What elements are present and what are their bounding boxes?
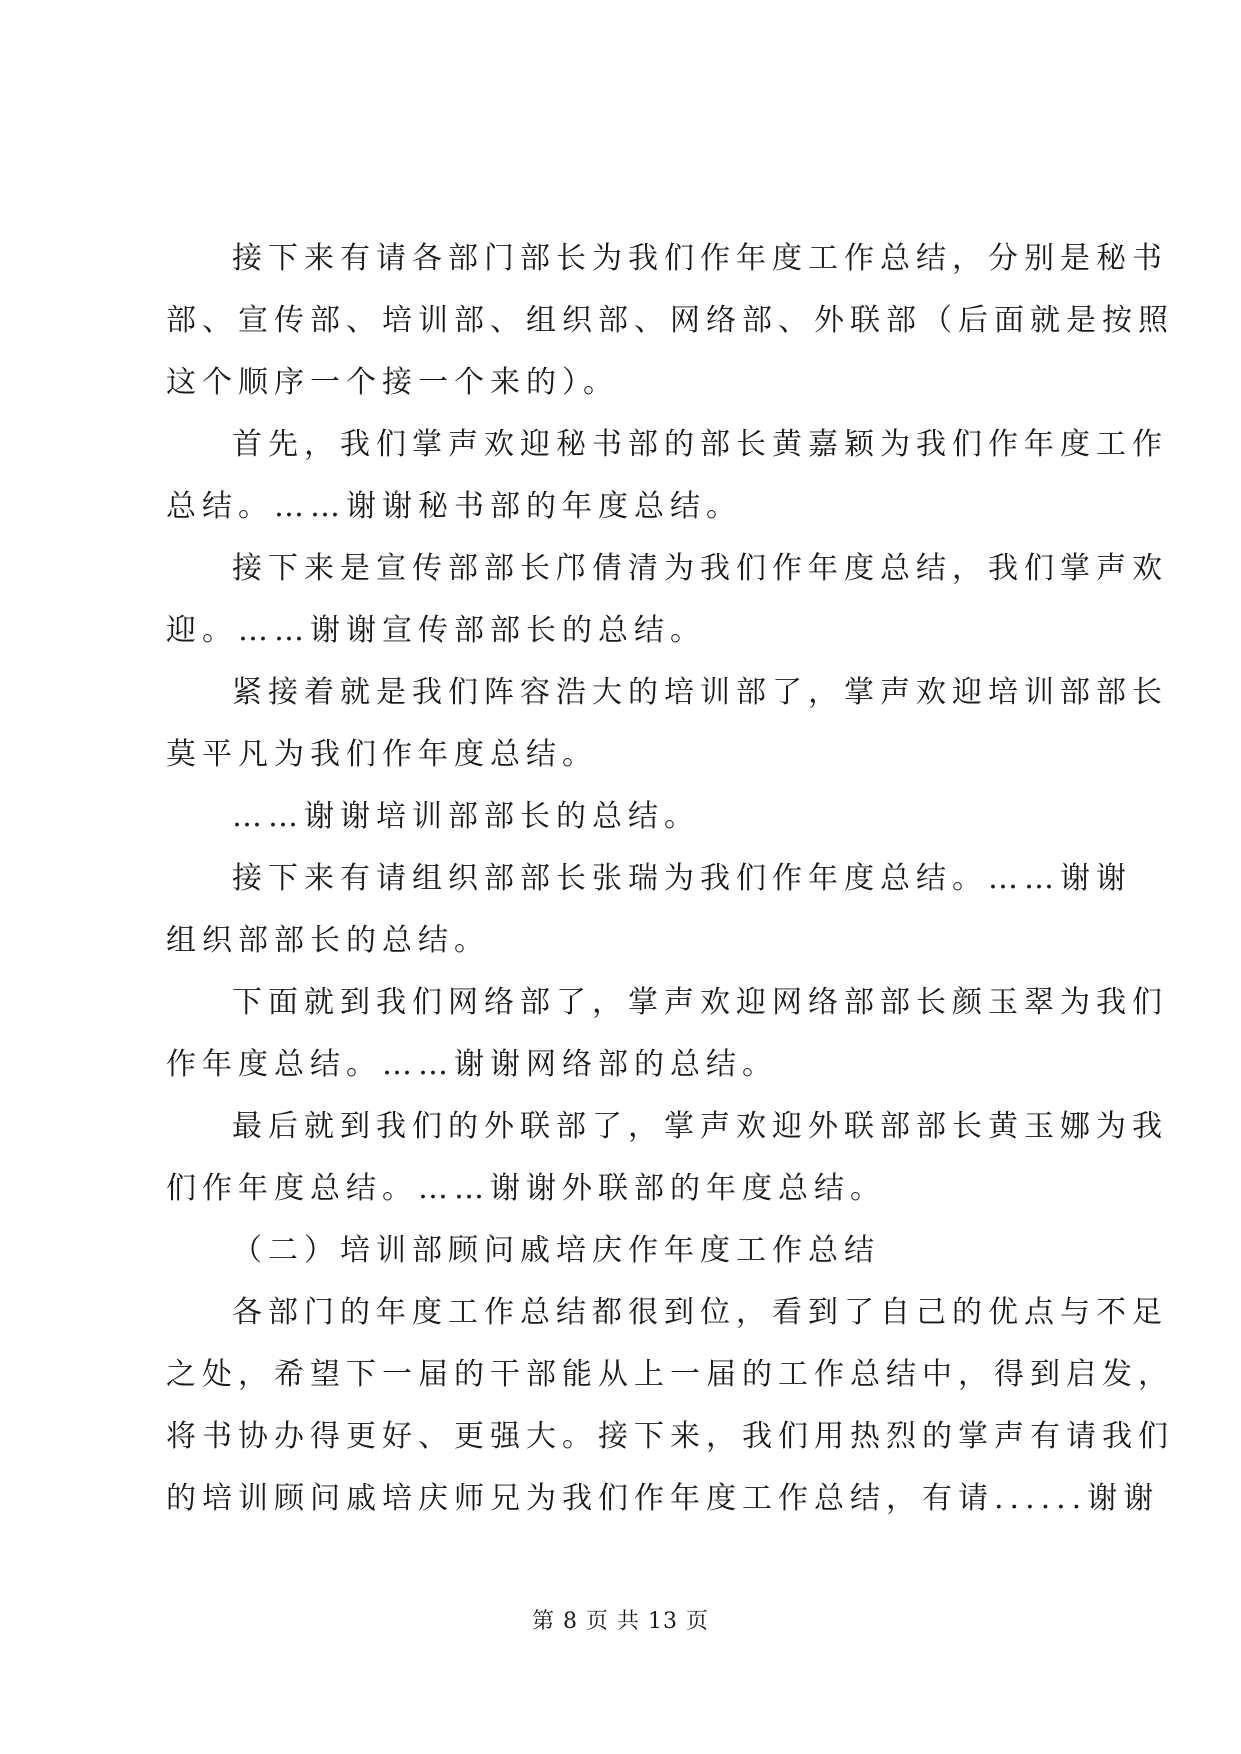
paragraph-line: 最后就到我们的外联部了，掌声欢迎外联部部长黄玉娜为我 — [232, 1109, 1168, 1144]
paragraph-line: 们作年度总结。……谢谢外联部的年度总结。 — [166, 1171, 886, 1206]
paragraph-line: 的培训顾问戚培庆师兄为我们作年度工作总结，有请......谢谢 — [166, 1481, 1160, 1516]
paragraph-line: 作年度总结。……谢谢网络部的总结。 — [166, 1047, 778, 1082]
paragraph-line: 首先，我们掌声欢迎秘书部的部长黄嘉颖为我们作年度工作 — [232, 427, 1168, 462]
paragraph-line: 紧接着就是我们阵容浩大的培训部了，掌声欢迎培训部部长 — [232, 675, 1168, 710]
paragraph-line: 迎。……谢谢宣传部部长的总结。 — [166, 613, 706, 648]
paragraph-line: ……谢谢培训部部长的总结。 — [232, 799, 700, 834]
paragraph-line: 下面就到我们网络部了，掌声欢迎网络部部长颜玉翠为我们 — [232, 985, 1168, 1020]
paragraph-line: 接下来是宣传部部长邝倩清为我们作年度总结，我们掌声欢 — [232, 551, 1168, 586]
paragraph-line: 之处，希望下一届的干部能从上一届的工作总结中，得到启发， — [166, 1357, 1174, 1392]
paragraph-line: 总结。……谢谢秘书部的年度总结。 — [166, 489, 742, 524]
document-body — [166, 228, 1174, 1530]
section-heading: （二）培训部顾问戚培庆作年度工作总结 — [232, 1233, 880, 1268]
paragraph-line: 莫平凡为我们作年度总结。 — [166, 737, 598, 772]
paragraph-line: 各部门的年度工作总结都很到位，看到了自己的优点与不足 — [232, 1295, 1168, 1330]
paragraph-line: 这个顺序一个接一个来的）。 — [166, 365, 619, 400]
paragraph-line: 接下来有请各部门部长为我们作年度工作总结，分别是秘书 — [232, 241, 1168, 276]
paragraph-line: 接下来有请组织部部长张瑞为我们作年度总结。……谢谢 — [232, 861, 1132, 896]
paragraph-line: 部、宣传部、培训部、组织部、网络部、外联部（后面就是按照 — [166, 303, 1174, 338]
paragraph-line: 将书协办得更好、更强大。接下来，我们用热烈的掌声有请我们 — [166, 1419, 1174, 1454]
paragraph-line: 组织部部长的总结。 — [166, 923, 490, 958]
page-number-footer: 第 8 页 共 13 页 — [532, 1609, 709, 1634]
